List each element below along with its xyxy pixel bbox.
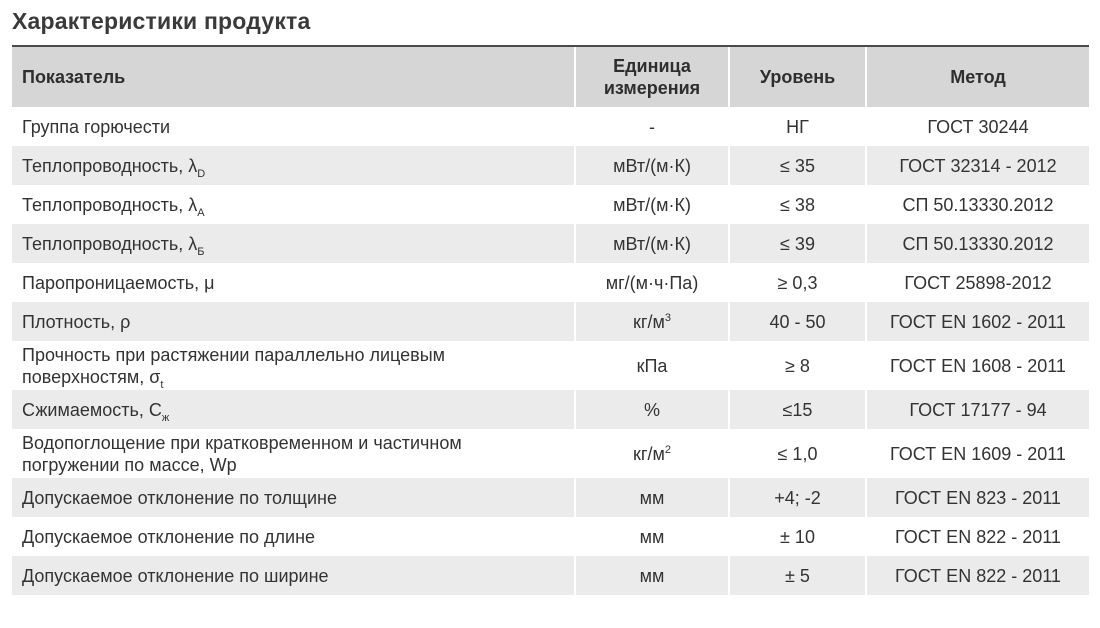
indicator-text: Допускаемое отклонение по толщине [22, 487, 337, 508]
table-row [12, 556, 1089, 595]
cell-indicator [12, 556, 575, 595]
cell-level: ≤ 1,0 [729, 429, 866, 478]
table-row [12, 107, 1089, 146]
cell-indicator [12, 517, 575, 556]
table-row [12, 224, 1089, 263]
indicator-text: Теплопроводность, λ [22, 233, 198, 254]
table-row [12, 302, 1089, 341]
indicator-text-line2: поверхностям, σ [22, 366, 161, 387]
indicator-text: Теплопроводность, λ [22, 155, 198, 176]
product-characteristics-table [12, 47, 1089, 595]
indicator-text: Паропроницаемость, μ [22, 272, 215, 293]
cell-method: СП 50.13330.2012 [866, 224, 1089, 263]
unit-text: кг/м [633, 311, 665, 332]
cell-level: ≥ 8 [729, 341, 866, 390]
cell-indicator [12, 146, 575, 185]
cell-level: ≤ 38 [729, 185, 866, 224]
cell-method: ГОСТ 32314 - 2012 [866, 146, 1089, 185]
indicator-subscript: ж [161, 411, 170, 424]
indicator-text: Плотность, ρ [22, 311, 131, 332]
indicator-text: Сжимаемость, С [22, 399, 162, 420]
cell-indicator [12, 263, 575, 302]
indicator-subscript: D [197, 167, 206, 180]
cell-level: ± 5 [729, 556, 866, 595]
header-unit [575, 47, 729, 107]
cell-method: ГОСТ EN 1609 - 2011 [866, 429, 1089, 478]
table-header-row [12, 47, 1089, 107]
indicator-text-line2: погружении по массе, Wp [22, 454, 237, 475]
cell-level: ≤ 39 [729, 224, 866, 263]
cell-indicator [12, 107, 575, 146]
cell-unit [575, 302, 729, 341]
cell-indicator [12, 224, 575, 263]
header-level: Уровень [729, 47, 866, 107]
cell-indicator [12, 302, 575, 341]
cell-method: ГОСТ 17177 - 94 [866, 390, 1089, 429]
indicator-text: Группа горючести [22, 116, 171, 137]
cell-unit: кПа [575, 341, 729, 390]
cell-method: ГОСТ 30244 [866, 107, 1089, 146]
cell-unit: - [575, 107, 729, 146]
cell-method: СП 50.13330.2012 [866, 185, 1089, 224]
cell-unit: мм [575, 517, 729, 556]
page-title: Характеристики продукта [12, 8, 311, 34]
cell-indicator [12, 341, 575, 390]
cell-level: ≥ 0,3 [729, 263, 866, 302]
header-method: Метод [866, 47, 1089, 107]
cell-level: ≤ 35 [729, 146, 866, 185]
table-row [12, 429, 1089, 478]
indicator-text: Допускаемое отклонение по длине [22, 526, 316, 547]
indicator-text: Допускаемое отклонение по ширине [22, 565, 329, 586]
cell-indicator [12, 390, 575, 429]
table-row [12, 263, 1089, 302]
indicator-text-line1: Прочность при растяжении параллельно лицевым [22, 344, 446, 365]
unit-superscript: 2 [664, 443, 671, 456]
cell-level: НГ [729, 107, 866, 146]
cell-indicator [12, 478, 575, 517]
cell-unit: мг/(м·ч·Па) [575, 263, 729, 302]
cell-unit: мВт/(м·К) [575, 185, 729, 224]
cell-level: ≤15 [729, 390, 866, 429]
table-row [12, 185, 1089, 224]
cell-method: ГОСТ EN 1608 - 2011 [866, 341, 1089, 390]
cell-method: ГОСТ EN 822 - 2011 [866, 517, 1089, 556]
cell-method: ГОСТ EN 822 - 2011 [866, 556, 1089, 595]
table-row [12, 517, 1089, 556]
cell-indicator [12, 185, 575, 224]
table-row [12, 478, 1089, 517]
cell-indicator [12, 429, 575, 478]
cell-level: 40 - 50 [729, 302, 866, 341]
unit-text: кг/м [633, 443, 665, 464]
cell-level: +4; -2 [729, 478, 866, 517]
cell-method: ГОСТ EN 1602 - 2011 [866, 302, 1089, 341]
table-row [12, 390, 1089, 429]
header-indicator: Показатель [12, 47, 575, 107]
table-row [12, 341, 1089, 390]
cell-unit [575, 429, 729, 478]
cell-unit: мм [575, 478, 729, 517]
indicator-subscript: A [197, 206, 205, 219]
cell-unit: мм [575, 556, 729, 595]
cell-level: ± 10 [729, 517, 866, 556]
unit-superscript: 3 [664, 311, 671, 324]
indicator-text: Теплопроводность, λ [22, 194, 198, 215]
cell-unit: мВт/(м·К) [575, 146, 729, 185]
table-row [12, 146, 1089, 185]
header-unit-line2: измерения [603, 78, 701, 98]
cell-unit: мВт/(м·К) [575, 224, 729, 263]
indicator-subscript: Б [197, 245, 205, 258]
cell-unit: % [575, 390, 729, 429]
cell-method: ГОСТ EN 823 - 2011 [866, 478, 1089, 517]
indicator-subscript: t [160, 378, 164, 391]
cell-method: ГОСТ 25898-2012 [866, 263, 1089, 302]
indicator-text-line1: Водопоглощение при кратковременном и частичном [22, 432, 462, 453]
header-unit-line1: Единица [613, 56, 691, 76]
